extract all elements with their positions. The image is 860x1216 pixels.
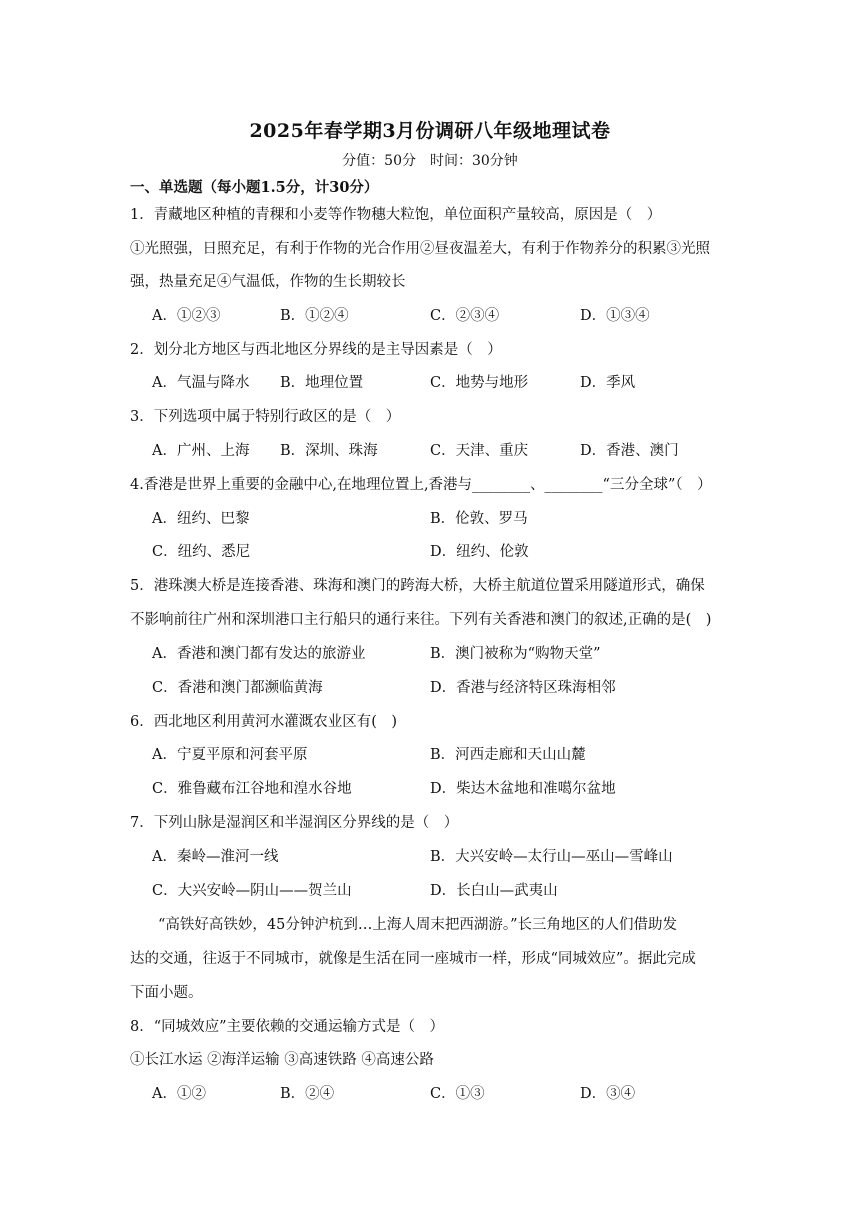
question-3-stem: 3．下列选项中属于特别行政区的是（ ） (130, 409, 401, 425)
question-3-option-a: A．广州、上海 (152, 443, 250, 459)
question-1-option-c: C．②③④ (430, 308, 500, 324)
question-1-option-b: B．①②④ (280, 308, 349, 324)
question-6-option-c: C．雅鲁藏布江谷地和湟水谷地 (152, 781, 352, 797)
question-6-stem: 6．西北地区利用黄河水灌溉农业区有( ) (130, 714, 398, 730)
question-6-option-a: A．宁夏平原和河套平原 (152, 747, 308, 763)
passage-line-2: 达的交通，往返于不同城市，就像是生活在同一座城市一样，形成“同城效应”。据此完成 (130, 951, 696, 967)
question-5-option-a: A．香港和澳门都有发达的旅游业 (152, 646, 366, 662)
section-heading: 一、单选题（每小题1.5分，计30分） (130, 179, 379, 196)
question-7-stem: 7．下列山脉是湿润区和半湿润区分界线的是（ ） (130, 815, 459, 831)
question-7-option-d: D．长白山—武夷山 (430, 883, 558, 899)
question-2-option-b: B．地理位置 (280, 375, 364, 391)
question-8-option-c: C．①③ (430, 1086, 485, 1102)
question-2-stem: 2．划分北方地区与西北地区分界线的是主导因素是（ ） (130, 342, 502, 358)
question-5-option-b: B．澳门被称为“购物天堂” (430, 646, 601, 662)
question-8-option-d: D．③④ (580, 1086, 636, 1102)
question-4-stem: 4.香港是世界上重要的金融中心,在地理位置上,香港与________、________“三分全球”（ ） (130, 477, 712, 493)
question-6-option-d: D．柴达木盆地和准噶尔盆地 (430, 781, 616, 797)
question-6-option-b: B．河西走廊和天山山麓 (430, 747, 586, 763)
question-8-option-b: B．②④ (280, 1086, 335, 1102)
question-5-option-c: C．香港和澳门都濒临黄海 (152, 680, 323, 696)
question-7-option-a: A．秦岭—淮河一线 (152, 849, 279, 865)
question-1-statements-line2: 强，热量充足④气温低，作物的生长期较长 (130, 274, 406, 290)
question-4-option-a: A．纽约、巴黎 (152, 511, 250, 527)
question-4-option-b: B．伦敦、罗马 (430, 511, 528, 527)
question-3-option-c: C．天津、重庆 (430, 443, 529, 459)
question-3-option-b: B．深圳、珠海 (280, 443, 378, 459)
question-5-option-d: D．香港与经济特区珠海相邻 (430, 680, 616, 696)
question-1-option-a: A．①②③ (152, 308, 221, 324)
question-2-option-a: A．气温与降水 (152, 375, 250, 391)
question-1-stem: 1．青藏地区种植的青稞和小麦等作物穗大粒饱，单位面积产量较高，原因是（ ） (130, 207, 662, 223)
question-8-statements: ①长江水运 ②海洋运输 ③高速铁路 ④高速公路 (130, 1052, 434, 1068)
passage-line-3: 下面小题。 (130, 985, 203, 1001)
question-2-option-c: C．地势与地形 (430, 375, 529, 391)
question-4-option-d: D．纽约、伦敦 (430, 544, 529, 560)
question-4-option-c: C．纽约、悉尼 (152, 544, 251, 560)
question-3-option-d: D．香港、澳门 (580, 443, 679, 459)
question-5-stem-line1: 5．港珠澳大桥是连接香港、珠海和澳门的跨海大桥，大桥主航道位置采用隧道形式，确保 (130, 578, 705, 594)
question-1-statements-line1: ①光照强，日照充足，有利于作物的光合作用②昼夜温差大，有利于作物养分的积累③光照 (130, 241, 710, 257)
question-2-option-d: D．季风 (580, 375, 636, 391)
question-8-stem: 8．“同城效应”主要依赖的交通运输方式是（ ） (130, 1019, 445, 1035)
question-8-option-a: A．①② (152, 1086, 206, 1102)
passage-line-1: “高铁好高铁妙，45分钟沪杭到…上海人周末把西湖游。”长三角地区的人们借助发 (158, 917, 678, 933)
question-1-option-d: D．①③④ (580, 308, 650, 324)
question-5-stem-line2: 不影响前往广州和深圳港口主行船只的通行来往。下列有关香港和澳门的叙述,正确的是( ) (130, 612, 712, 628)
question-7-option-b: B．大兴安岭—太行山—巫山—雪峰山 (430, 849, 673, 865)
question-7-option-c: C．大兴安岭—阴山——贺兰山 (152, 883, 352, 899)
page-title: 2025年春学期3月份调研八年级地理试卷 (249, 120, 611, 142)
score-time-info: 分值：50分 时间：30分钟 (342, 153, 518, 169)
